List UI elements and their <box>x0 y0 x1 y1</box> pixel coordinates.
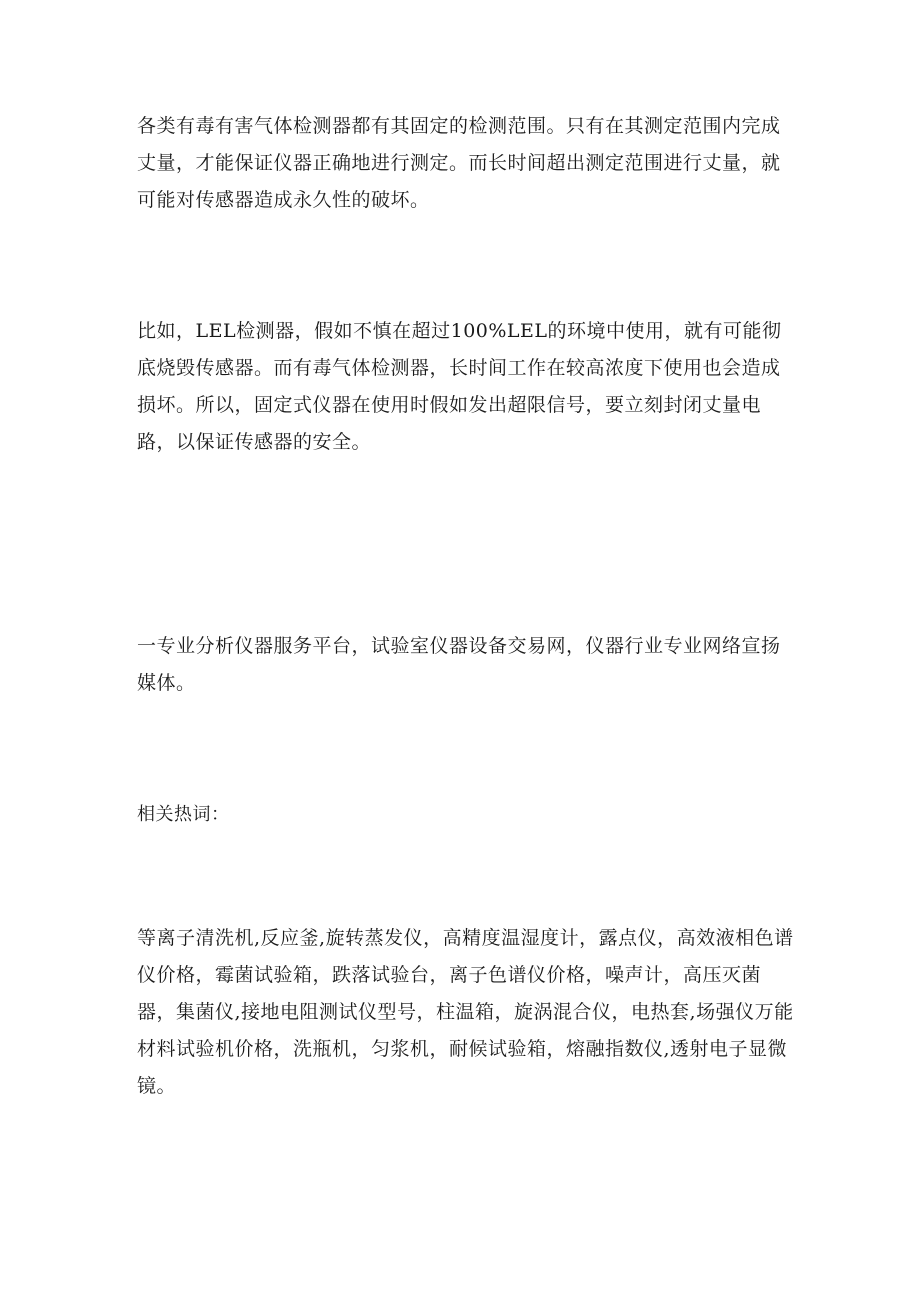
paragraph-platform-intro: 一专业分析仪器服务平台，试验室仪器设备交易网，仪器行业专业网络宣扬媒体。 <box>137 635 781 694</box>
paragraph-detection-range: 各类有毒有害气体检测器都有其固定的检测范围。只有在其测定范围内完成丈量，才能保证仪器正确地进行测定。而长时间超出测定范围进行丈量，就可能对传感器造成永久性的破坏。 <box>137 115 781 211</box>
paragraph-lel-example: 比如，LEL检测器，假如不慎在超过100%LEL的环境中使用，就有可能彻底烧毁传感器。而有毒气体检测器，长时间工作在较高浓度下使用也会造成损坏。所以，固定式仪器在使用时假如发出超限信号，要立刻封闭丈量电路，以保证传感器的安全。 <box>137 320 782 453</box>
related-keywords-heading: 相关热词： <box>137 804 230 825</box>
related-keywords-list: 等离子清洗机,反应釜,旋转蒸发仪，高精度温湿度计，露点仪，高效液相色谱仪价格，霉菌试验箱，跌落试验台，离子色谱仪价格，噪声计，高压灭菌器，集菌仪,接地电阻测试仪型号，柱温箱，旋涡混合仪，电热套,场强仪万能材料试验机价格，洗瓶机，匀浆机，耐候试验箱，熔融指数仪,透射电子显微镜。 <box>137 927 794 1097</box>
